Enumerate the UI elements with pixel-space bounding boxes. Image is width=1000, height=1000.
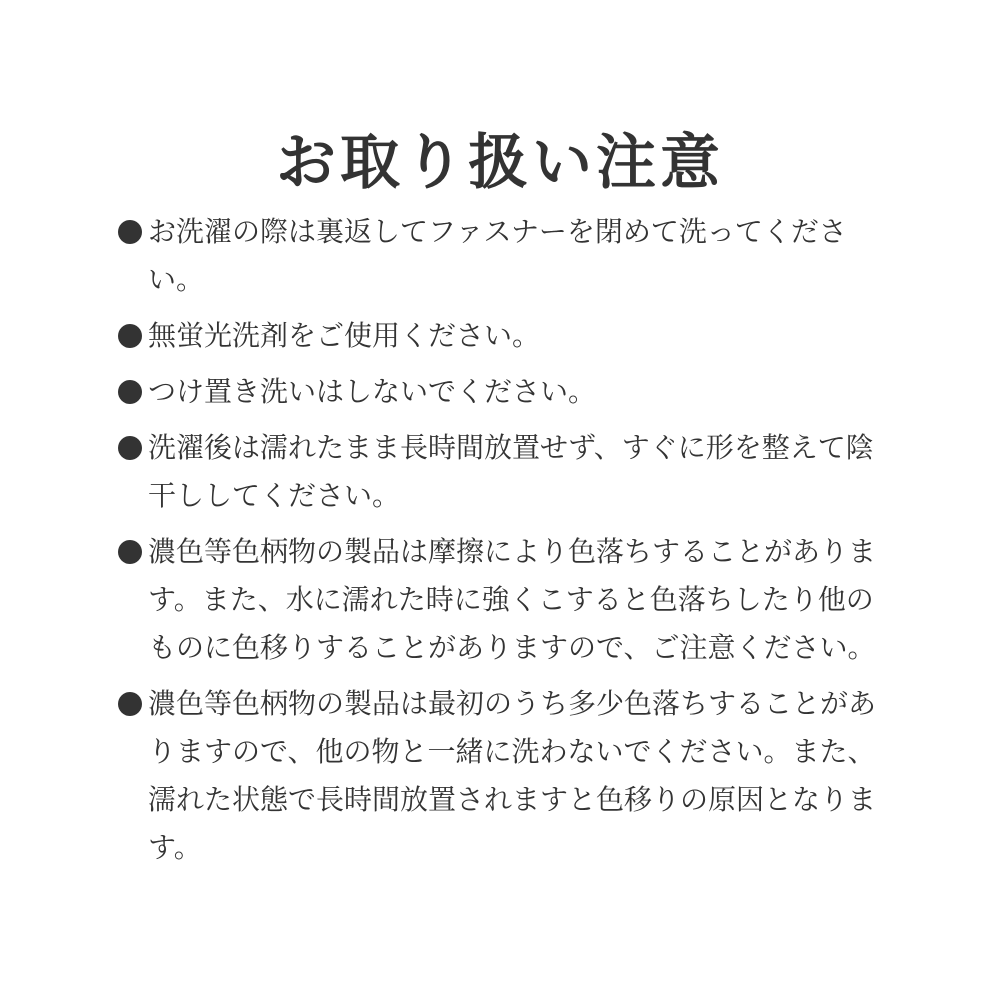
care-note-text: お洗濯の際は裏返してファスナーを閉めて洗ってください。: [148, 215, 847, 296]
bullet-icon: [118, 540, 142, 564]
page-title: お取り扱い注意: [276, 128, 724, 199]
bullet-icon: [118, 324, 142, 348]
care-note-text: 洗濯後は濡れたまま長時間放置せず、すぐに形を整えて陰干ししてください。: [148, 431, 874, 512]
bullet-icon: [118, 380, 142, 404]
care-note-item: [118, 680, 878, 872]
bullet-icon: [118, 692, 142, 716]
bullet-icon: [118, 436, 142, 460]
care-note-item: [118, 424, 878, 520]
care-note-text: 無蛍光洗剤をご使用ください。: [148, 319, 541, 352]
bullet-icon: [118, 220, 142, 244]
care-notes-list: [118, 208, 878, 880]
care-note-text: 濃色等色柄物の製品は最初のうち多少色落ちすることがありますので、他の物と一緒に洗わないでください。また、濡れた状態で長時間放置されますと色移りの原因となります。: [148, 687, 877, 864]
care-note-item: [118, 368, 878, 416]
care-note-item: [118, 528, 878, 672]
care-note-item: [118, 208, 878, 304]
care-note-text: 濃色等色柄物の製品は摩擦により色落ちすることがあります。また、水に濡れた時に強くこすると色落ちしたり他のものに色移りすることがありますので、ご注意ください。: [148, 535, 877, 664]
care-note-text: つけ置き洗いはしないでください。: [148, 375, 597, 408]
care-note-item: [118, 312, 878, 360]
